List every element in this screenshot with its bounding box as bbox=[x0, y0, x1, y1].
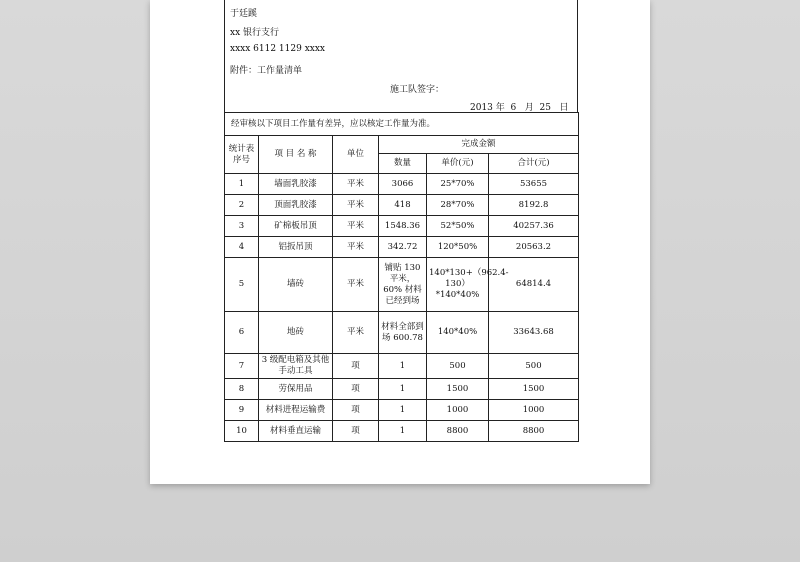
cell-quantity: 342.72 bbox=[379, 237, 427, 258]
date-line: 2013 年 6 月 25 日 bbox=[470, 103, 569, 113]
table-row bbox=[225, 258, 579, 312]
cell-item: 地砖 bbox=[259, 312, 333, 354]
table-note-row bbox=[225, 113, 579, 136]
table-note: 经审核以下项目工作量有差异，应以核定工作量为准。 bbox=[225, 113, 579, 136]
cell-unit: 平米 bbox=[333, 195, 379, 216]
cell-item: 劳保用品 bbox=[259, 379, 333, 400]
header-no: 统计表序号 bbox=[225, 136, 259, 174]
table-row bbox=[225, 216, 579, 237]
cell-no: 3 bbox=[225, 216, 259, 237]
cell-unit: 项 bbox=[333, 354, 379, 379]
document-frame bbox=[224, 0, 578, 112]
cell-unit: 平米 bbox=[333, 312, 379, 354]
cell-price: 1000 bbox=[427, 400, 489, 421]
cell-quantity: 1 bbox=[379, 421, 427, 442]
cell-total: 1500 bbox=[489, 379, 579, 400]
cell-no: 9 bbox=[225, 400, 259, 421]
cell-total: 33643.68 bbox=[489, 312, 579, 354]
cell-item: 墙面乳胶漆 bbox=[259, 174, 333, 195]
cell-price: 120*50% bbox=[427, 237, 489, 258]
cell-no: 1 bbox=[225, 174, 259, 195]
signature-line: 施工队签字： bbox=[390, 85, 445, 95]
header-price: 单价(元) bbox=[427, 154, 489, 174]
cell-unit: 项 bbox=[333, 379, 379, 400]
table-row bbox=[225, 379, 579, 400]
cell-no: 7 bbox=[225, 354, 259, 379]
cell-item: 墙砖 bbox=[259, 258, 333, 312]
cell-no: 4 bbox=[225, 237, 259, 258]
workload-table bbox=[224, 112, 579, 442]
cell-total: 8192.8 bbox=[489, 195, 579, 216]
cell-unit: 项 bbox=[333, 421, 379, 442]
cell-price: 140*130+（962.4-130）*140*40% bbox=[427, 258, 489, 312]
cell-item: 铝扳吊顶 bbox=[259, 237, 333, 258]
cell-total: 40257.36 bbox=[489, 216, 579, 237]
cell-unit: 平米 bbox=[333, 258, 379, 312]
cell-price: 500 bbox=[427, 354, 489, 379]
table-row bbox=[225, 174, 579, 195]
cell-no: 5 bbox=[225, 258, 259, 312]
cell-item: 材料进程运输费 bbox=[259, 400, 333, 421]
attachment-line: 附件：工作量清单 bbox=[230, 66, 303, 76]
document-page bbox=[150, 0, 650, 484]
header-quantity: 数量 bbox=[379, 154, 427, 174]
cell-no: 2 bbox=[225, 195, 259, 216]
account-number: xxxx 6112 1129 xxxx bbox=[230, 44, 325, 54]
cell-unit: 平米 bbox=[333, 216, 379, 237]
table-row bbox=[225, 421, 579, 442]
cell-price: 8800 bbox=[427, 421, 489, 442]
cell-price: 140*40% bbox=[427, 312, 489, 354]
cell-unit: 平米 bbox=[333, 237, 379, 258]
table-row bbox=[225, 354, 579, 379]
payee-name: 于廷蹊 bbox=[230, 9, 258, 19]
cell-item: 材料垂直运输 bbox=[259, 421, 333, 442]
table-row bbox=[225, 400, 579, 421]
cell-total: 64814.4 bbox=[489, 258, 579, 312]
cell-total: 1000 bbox=[489, 400, 579, 421]
cell-quantity: 1 bbox=[379, 379, 427, 400]
cell-price: 52*50% bbox=[427, 216, 489, 237]
cell-no: 6 bbox=[225, 312, 259, 354]
header-unit: 单位 bbox=[333, 136, 379, 174]
cell-no: 8 bbox=[225, 379, 259, 400]
cell-total: 8800 bbox=[489, 421, 579, 442]
table-header-row bbox=[225, 136, 579, 154]
table-row bbox=[225, 312, 579, 354]
bank-name: xx 银行支行 bbox=[230, 28, 280, 38]
cell-total: 500 bbox=[489, 354, 579, 379]
cell-item: 顶面乳胶漆 bbox=[259, 195, 333, 216]
table-row bbox=[225, 195, 579, 216]
header-item: 项 目 名 称 bbox=[259, 136, 333, 174]
cell-item: 矿棉板吊顶 bbox=[259, 216, 333, 237]
header-completed: 完成金额 bbox=[379, 136, 579, 154]
cell-quantity: 1 bbox=[379, 354, 427, 379]
cell-price: 1500 bbox=[427, 379, 489, 400]
cell-quantity: 1548.36 bbox=[379, 216, 427, 237]
cell-unit: 平米 bbox=[333, 174, 379, 195]
cell-price: 28*70% bbox=[427, 195, 489, 216]
cell-item: 3 级配电箱及其他手动工具 bbox=[259, 354, 333, 379]
cell-quantity: 1 bbox=[379, 400, 427, 421]
cell-quantity: 铺贴 130 平米，60% 材料已经到场 bbox=[379, 258, 427, 312]
cell-total: 20563.2 bbox=[489, 237, 579, 258]
cell-quantity: 418 bbox=[379, 195, 427, 216]
cell-unit: 项 bbox=[333, 400, 379, 421]
cell-total: 53655 bbox=[489, 174, 579, 195]
table-row bbox=[225, 237, 579, 258]
cell-quantity: 3066 bbox=[379, 174, 427, 195]
header-total: 合计(元) bbox=[489, 154, 579, 174]
cell-no: 10 bbox=[225, 421, 259, 442]
cell-quantity: 材料全部到场 600.78 bbox=[379, 312, 427, 354]
cell-price: 25*70% bbox=[427, 174, 489, 195]
